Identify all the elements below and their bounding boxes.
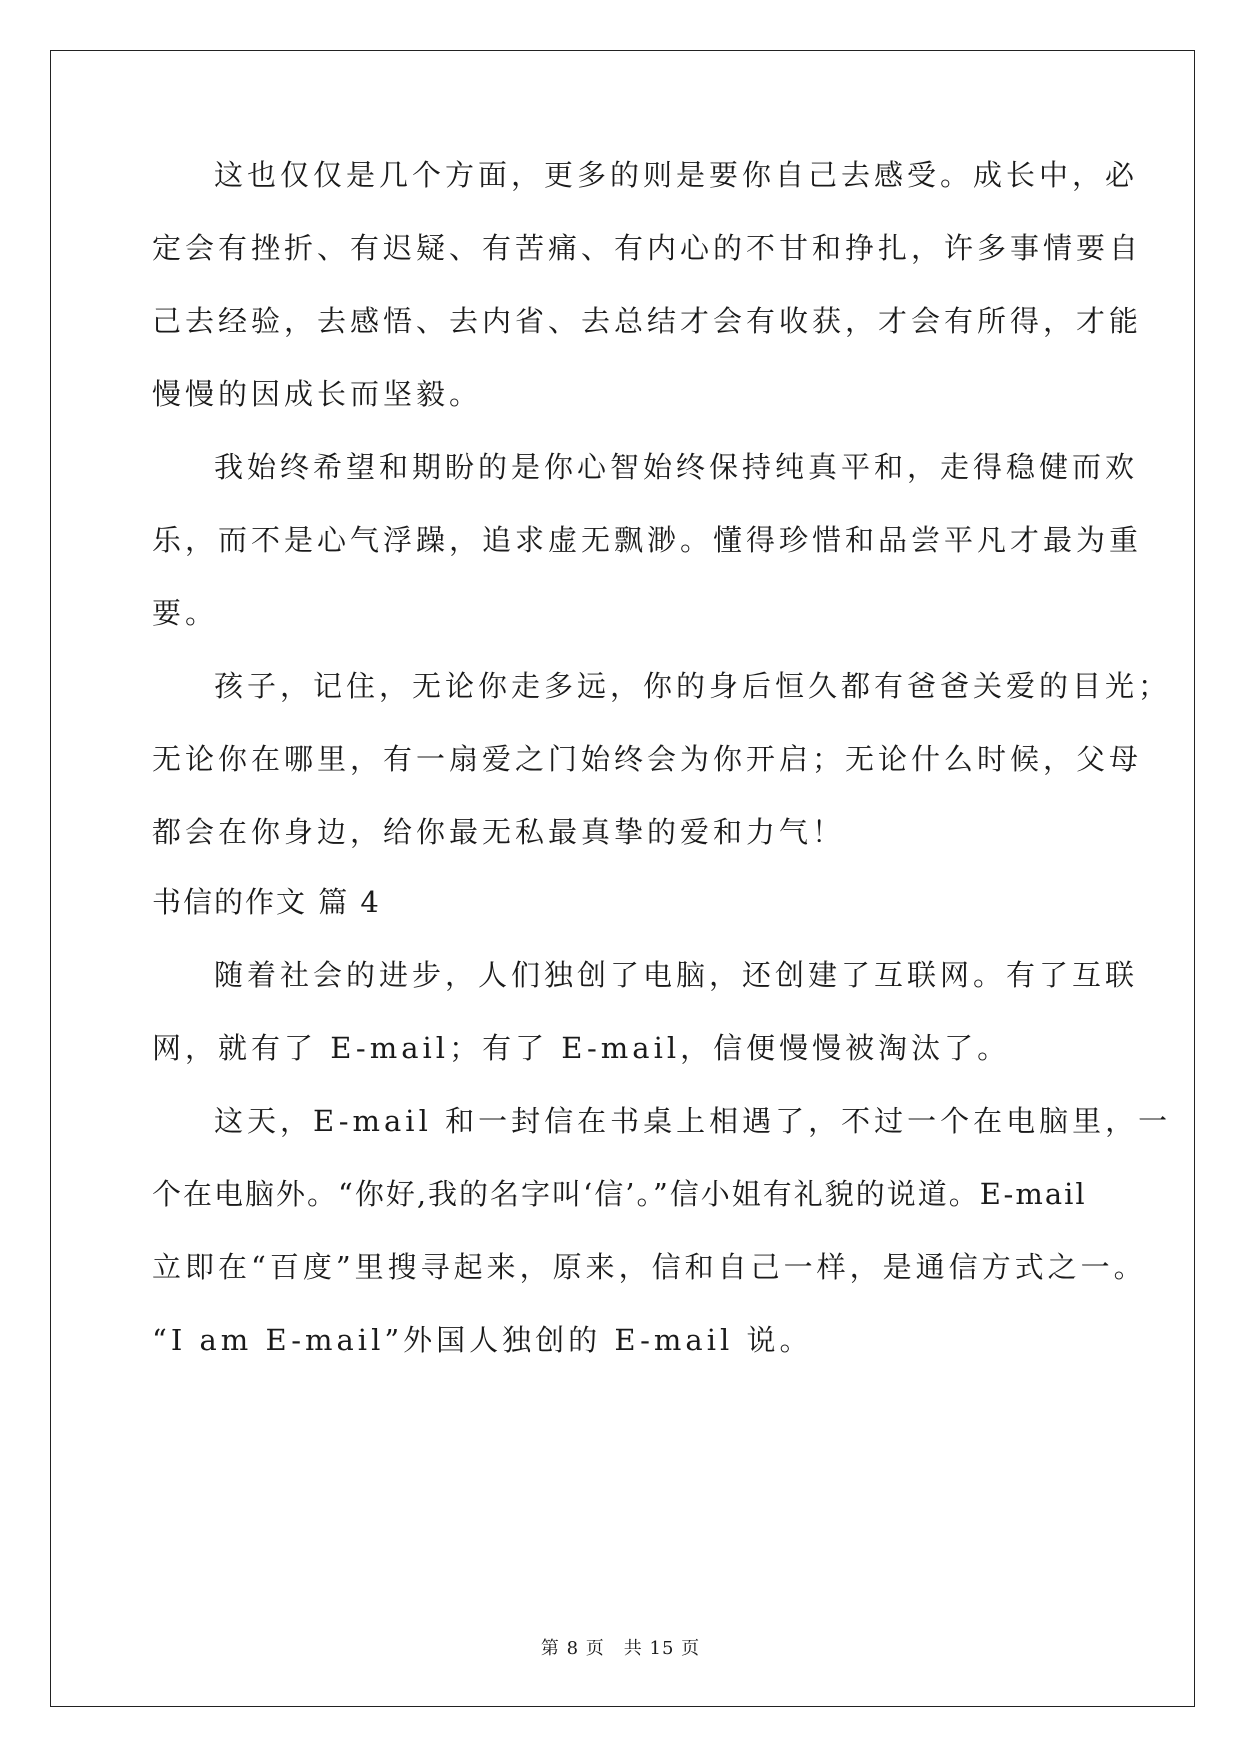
text-line: 孩子，记住，无论你走多远，你的身后恒久都有爸爸关爱的目光； [214, 669, 1172, 703]
text-line: 定会有挫折、有迟疑、有苦痛、有内心的不甘和挣扎，许多事情要自 [152, 231, 1143, 265]
text-line: 要。 [152, 596, 219, 630]
text-line: 乐，而不是心气浮躁，追求虚无飘渺。懂得珍惜和品尝平凡才最为重 [152, 523, 1143, 557]
text-line: 这也仅仅是几个方面，更多的则是要你自己去感受。成长中，必 [214, 158, 1139, 192]
text-line: 随着社会的进步，人们独创了电脑，还创建了互联网。有了互联 [214, 958, 1139, 992]
text-line: 网，就有了 E-mail；有了 E-mail，信便慢慢被淘汰了。 [152, 1031, 1011, 1065]
text-line: 这天，E-mail 和一封信在书桌上相遇了，不过一个在电脑里，一 [214, 1104, 1172, 1138]
text-line: 立即在“百度”里搜寻起来，原来，信和自己一样，是通信方式之一。 [152, 1250, 1147, 1284]
page-border [50, 50, 1195, 1707]
text-line: 个在电脑外。“你好,我的名字叫‘信’。”信小姐有礼貌的说道。E-mail [152, 1177, 1087, 1211]
text-line: 我始终希望和期盼的是你心智始终保持纯真平和，走得稳健而欢 [214, 450, 1139, 484]
text-line: 都会在你身边，给你最无私最真挚的爱和力气！ [152, 815, 846, 849]
section-heading: 书信的作文 篇 4 [152, 885, 381, 919]
text-line: 慢慢的因成长而坚毅。 [152, 377, 483, 411]
page-number-footer: 第 8 页 共 15 页 [540, 1638, 701, 1659]
text-line: 无论你在哪里，有一扇爱之门始终会为你开启；无论什么时候，父母 [152, 742, 1143, 776]
text-line: 己去经验，去感悟、去内省、去总结才会有收获，才会有所得，才能 [152, 304, 1143, 338]
text-line: “I am E-mail”外国人独创的 E-mail 说。 [152, 1323, 813, 1357]
